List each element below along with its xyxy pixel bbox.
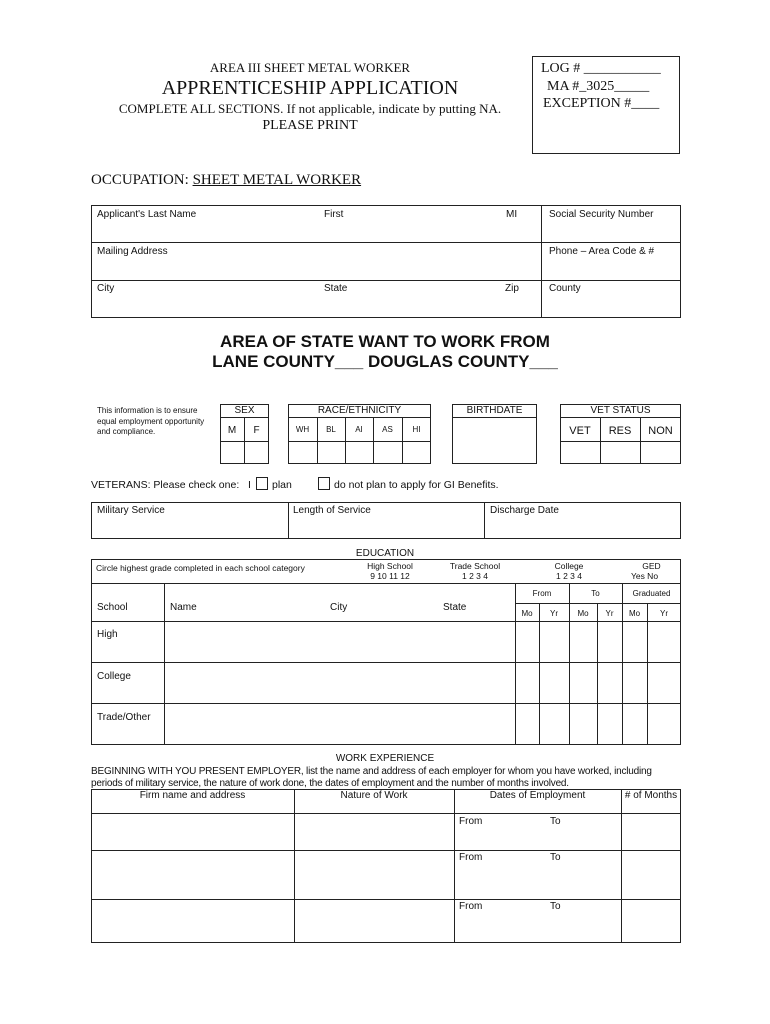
office-use-box	[532, 56, 680, 154]
nature-column-header: Nature of Work	[340, 790, 408, 801]
row-college: College	[97, 671, 131, 682]
row-high-school: High	[97, 629, 118, 640]
sex-header: SEX	[234, 405, 255, 416]
exception-number: EXCEPTION #____	[543, 96, 660, 111]
ma-number: MA #_3025_____	[547, 79, 650, 94]
occupation-label: OCCUPATION:	[91, 172, 193, 188]
applicant-info-table	[91, 205, 681, 318]
graduated-header: Graduated	[632, 589, 671, 598]
zip-field[interactable]: Zip	[505, 283, 519, 294]
work-row1-to[interactable]: To	[550, 816, 561, 827]
firm-column-header: Firm name and address	[139, 790, 246, 801]
from-header: From	[532, 589, 552, 598]
org-name: AREA III SHEET METAL WORKER	[209, 60, 411, 75]
work-row3-to[interactable]: To	[550, 901, 561, 912]
trade-school-header: Trade School	[449, 561, 501, 571]
education-title: EDUCATION	[355, 548, 415, 559]
race-ai-option[interactable]: AI	[355, 425, 363, 434]
length-of-service-field[interactable]: Length of Service	[293, 505, 371, 516]
county-field[interactable]: County	[549, 283, 581, 294]
sex-f-option[interactable]: F	[253, 425, 260, 436]
education-table	[91, 559, 681, 745]
grad-yr-header: Yr	[660, 609, 668, 618]
circle-grade-note: Circle highest grade completed in each school category	[96, 563, 305, 573]
city-field[interactable]: City	[97, 283, 115, 294]
occupation-value: SHEET METAL WORKER	[192, 172, 362, 188]
race-header: RACE/ETHNICITY	[317, 405, 402, 416]
first-name-field[interactable]: First	[324, 209, 344, 220]
instructions-text: COMPLETE ALL SECTIONS. If not applicable, indicate by putting NA.	[118, 101, 502, 116]
mailing-address-field[interactable]: Mailing Address	[97, 246, 168, 257]
from-yr-header: Yr	[550, 609, 558, 618]
city-column-header: City	[330, 602, 348, 613]
dates-column-header: Dates of Employment	[489, 790, 586, 801]
county-choice: LANE COUNTY___ DOUGLAS COUNTY___	[212, 352, 558, 371]
plan-checkbox[interactable]	[256, 477, 268, 490]
high-school-grades[interactable]: 9 10 11 12	[370, 571, 410, 581]
school-column-header: School	[97, 602, 128, 613]
race-wh-option[interactable]: WH	[295, 425, 310, 434]
birthdate-header: BIRTHDATE	[466, 405, 523, 416]
high-school-header: High School	[367, 561, 413, 571]
last-name-field[interactable]: Applicant's Last Name	[97, 209, 197, 220]
state-field[interactable]: State	[324, 283, 348, 294]
college-header: College	[554, 561, 584, 571]
ssn-field[interactable]: Social Security Number	[549, 209, 654, 220]
veterans-prompt: VETERANS: Please check one:	[91, 479, 240, 491]
grad-mo-header: Mo	[628, 609, 641, 618]
discharge-date-field[interactable]: Discharge Date	[490, 505, 559, 516]
plan-label: plan	[272, 479, 292, 491]
work-row3-from[interactable]: From	[459, 901, 483, 912]
phone-field[interactable]: Phone – Area Code & #	[549, 246, 655, 257]
ged-options[interactable]: Yes No	[630, 571, 659, 581]
military-service-field[interactable]: Military Service	[97, 505, 165, 516]
to-yr-header: Yr	[605, 609, 614, 618]
race-as-option[interactable]: AS	[382, 425, 393, 434]
work-instructions: BEGINNING WITH YOU PRESENT EMPLOYER, list the name and address of each employer for whom you have worked, including periods of military service, the nature of work done, the dates of employment and the number of months involved.	[91, 766, 652, 789]
vet-option[interactable]: VET	[569, 425, 591, 437]
row-trade-other: Trade/Other	[97, 712, 151, 723]
no-plan-label: do not plan to apply for GI Benefits.	[334, 479, 499, 491]
work-row2-from[interactable]: From	[459, 852, 483, 863]
middle-initial-field[interactable]: MI	[506, 209, 518, 220]
area-heading: AREA OF STATE WANT TO WORK FROM	[220, 332, 550, 351]
veterans-i-label: I	[248, 479, 251, 491]
to-header: To	[591, 589, 600, 598]
no-plan-checkbox[interactable]	[318, 477, 330, 490]
military-service-table	[91, 502, 681, 539]
form-title: APPRENTICESHIP APPLICATION	[161, 77, 459, 99]
ged-header: GED	[642, 561, 661, 571]
state-column-header: State	[443, 602, 467, 613]
log-number: LOG # ___________	[541, 61, 661, 76]
college-grades[interactable]: 1 2 3 4	[556, 571, 582, 581]
please-print-text: PLEASE PRINT	[262, 118, 358, 133]
race-bl-option[interactable]: BL	[326, 425, 336, 434]
race-hi-option[interactable]: HI	[412, 425, 421, 434]
to-mo-header: Mo	[577, 609, 589, 618]
occupation-line	[91, 172, 361, 189]
months-column-header: # of Months	[624, 790, 678, 801]
non-option[interactable]: NON	[648, 425, 673, 437]
res-option[interactable]: RES	[608, 425, 632, 437]
work-row2-to[interactable]: To	[550, 852, 561, 863]
work-row1-from[interactable]: From	[459, 816, 483, 827]
eeo-note: This information is to ensure equal employment opportunity and compliance.	[97, 406, 205, 436]
vet-status-header: VET STATUS	[590, 405, 651, 416]
work-experience-title: WORK EXPERIENCE	[335, 753, 435, 764]
from-mo-header: Mo	[521, 609, 533, 618]
sex-m-option[interactable]: M	[227, 425, 237, 436]
name-column-header: Name	[170, 602, 197, 613]
trade-school-grades[interactable]: 1 2 3 4	[462, 571, 488, 581]
